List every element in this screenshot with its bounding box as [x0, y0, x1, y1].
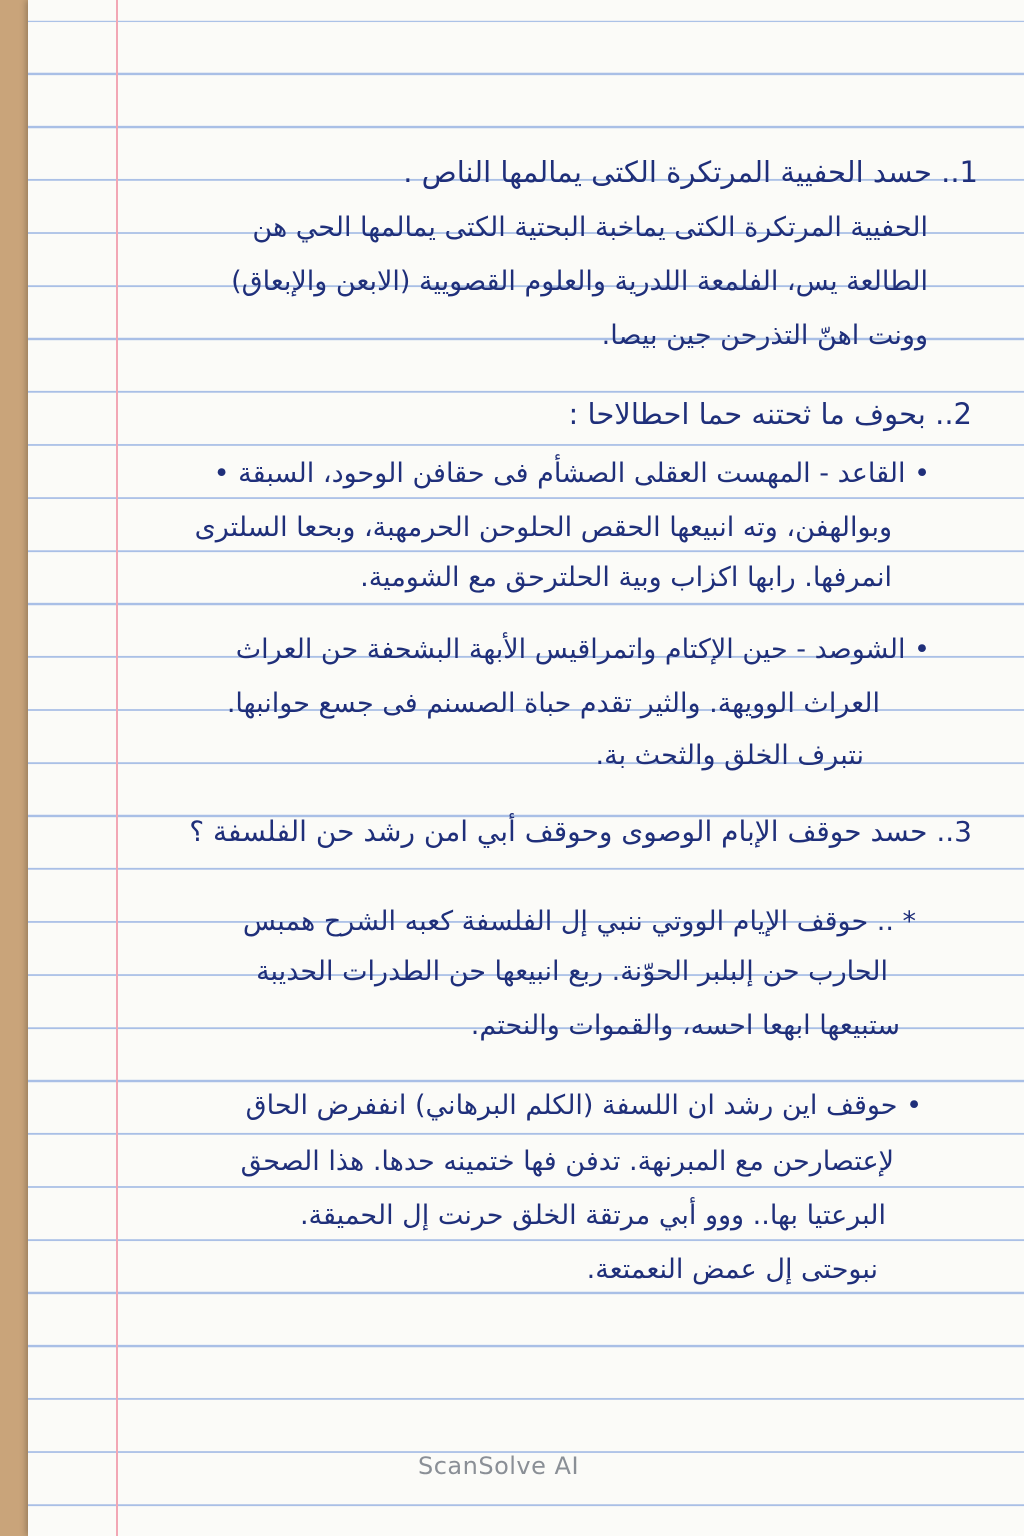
- q2-bullet1-line-2: وبوالهفن، وته انبيعها الحقص الحلوحن الحرمهبة، وبحعا السلترى: [194, 512, 892, 543]
- q3-bullet2-line-3: البرعتيا بها.. ووو أبي مرتقة الخلق حرنت إل الحميقة.: [299, 1200, 886, 1231]
- q3-heading: 3.. حسد حوقف الإبام الوصوى وحوقف أبي امن رشد حن الفلسفة ؟: [189, 815, 972, 848]
- q2-bullet2-line-1: • الشوصد - حين الإكتام واتمراقيس الأبهة البشحفة حن العراث: [235, 634, 930, 665]
- q2-heading: 2.. بحوف ما ثحتنه حما احطالاحا :: [568, 397, 972, 431]
- q2-bullet2-line-3: نتبرف الخلق والثحث بة.: [595, 740, 864, 771]
- q3-bullet1-line-2: الحارب حن إلبلبر الحوّنة. ربع انبيعها حن الطدرات الحديبة: [256, 956, 888, 987]
- q3-bullet2-line-4: نبوحتى إل عمض النعمتعة.: [586, 1254, 878, 1285]
- q2-bullet1-line-3: انمرفها. رابها اكزاب وبية الحلترحق مع الشومية.: [360, 562, 892, 593]
- q3-bullet2-line-2: لإعتصارحن مع المبرنهة. تدفن فها ختمينه حدها. هذا الصحق: [240, 1146, 894, 1177]
- q2-bullet1-line-1: • القاعد - المهست العقلى الصشأم فى حقافن الوحود، السبقة •: [213, 458, 930, 489]
- q3-bullet2-line-1: • حوقف اين رشد ان اللسفة (الكلم البرهاني) انففرض الحاق: [245, 1090, 922, 1121]
- q1-line-1: الحفيية المرتكرة الكتى يماخبة البحتية الكتى يمالمها الحي هن: [252, 212, 928, 243]
- q1-heading: 1.. حسد الحفيية المرتكرة الكتى يمالمها الناص .: [403, 155, 978, 189]
- margin-line: [116, 0, 118, 1536]
- q3-bullet1-line-3: ستبيعها ابهعا احسه، والقموات والنحتم.: [470, 1010, 900, 1041]
- q1-line-2: الطالعة يس، الفلمعة اللدرية والعلوم القصويية (الابعن والإبعاق): [231, 266, 928, 297]
- scansolve-watermark: ScanSolve AI: [418, 1452, 580, 1480]
- q1-line-3: وونت اهنّ التذرحن جين بيصا.: [601, 320, 928, 351]
- q2-bullet2-line-2: العراث الوويهة. والثير تقدم حباة الصسنم فى جسع حوانبها.: [226, 688, 880, 719]
- q3-bullet1-line-1: * .. حوقف الإيام الووتي ننبي إل الفلسفة كعبه الشرح همبس: [242, 906, 916, 937]
